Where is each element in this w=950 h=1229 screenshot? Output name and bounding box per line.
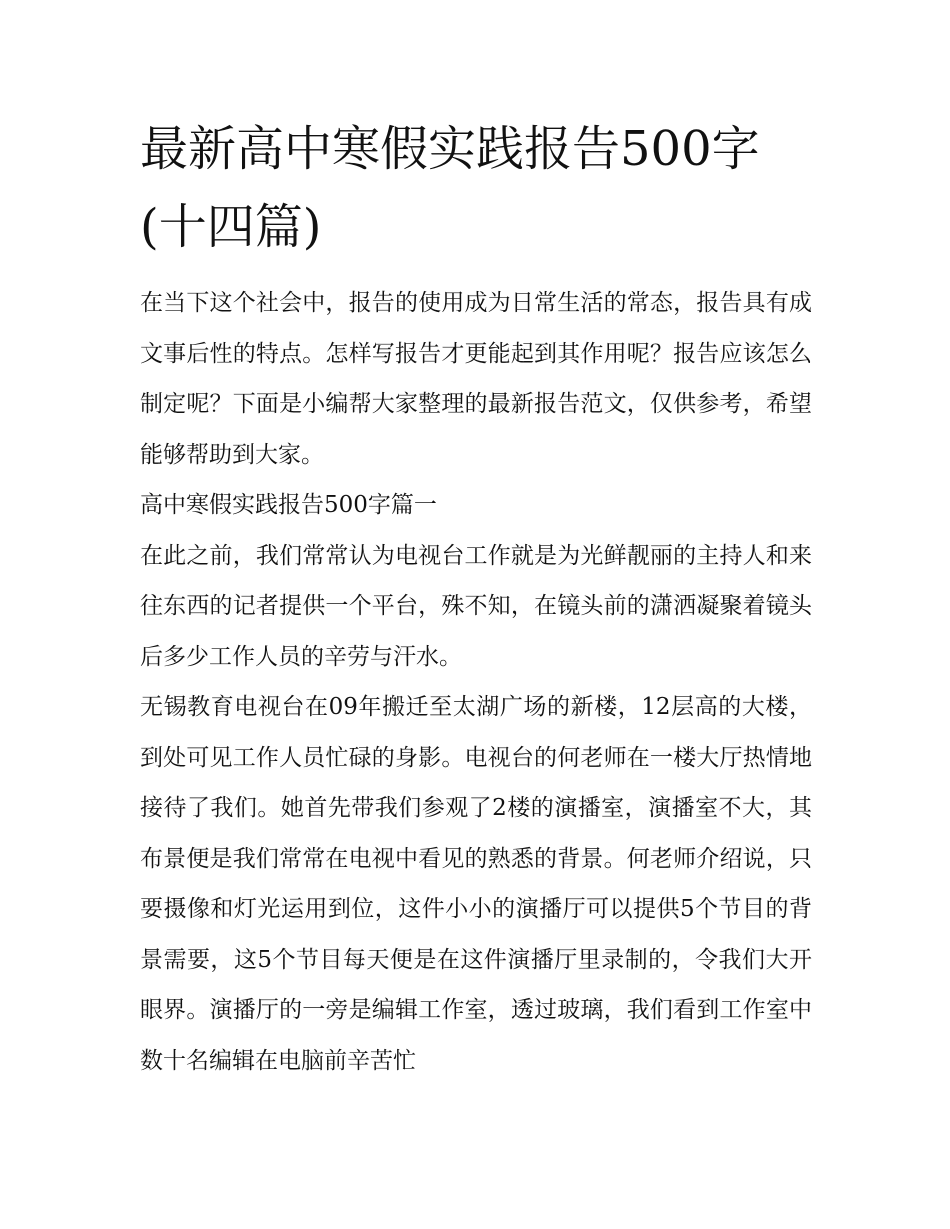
section-heading: 高中寒假实践报告500字篇一 [140, 492, 437, 518]
intro-paragraph: 在当下这个社会中，报告的使用成为日常生活的常态，报告具有成文事后性的特点。怎样写报告才更能起到其作用呢？报告应该怎么制定呢？下面是小编帮大家整理的最新报告范文，仅供参考，希望能够帮助到大家。 [140, 290, 812, 468]
document-title: 最新高中寒假实践报告500字(十四篇) [140, 121, 760, 255]
document-page [140, 110, 812, 1086]
body-paragraph-1: 在此之前，我们常常认为电视台工作就是为光鲜靓丽的主持人和来往东西的记者提供一个平台，殊不知，在镜头前的潇洒凝聚着镜头后多少工作人员的辛劳与汗水。 [140, 542, 812, 670]
body-paragraph-2: 无锡教育电视台在09年搬迁至太湖广场的新楼，12层高的大楼，到处可见工作人员忙碌的身影。电视台的何老师在一楼大厅热情地接待了我们。她首先带我们参观了2楼的演播室，演播室不大，其布景便是我们常常在电视中看见的熟悉的背景。何老师介绍说，只要摄像和灯光运用到位，这件小小的演播厅可以提供5个节目的背景需要，这5个节目每天便是在这件演播厅里录制的，令我们大开眼界。演播厅的一旁是编辑工作室，透过玻璃，我们看到工作室中数十名编辑在电脑前辛苦忙 [140, 694, 812, 1074]
